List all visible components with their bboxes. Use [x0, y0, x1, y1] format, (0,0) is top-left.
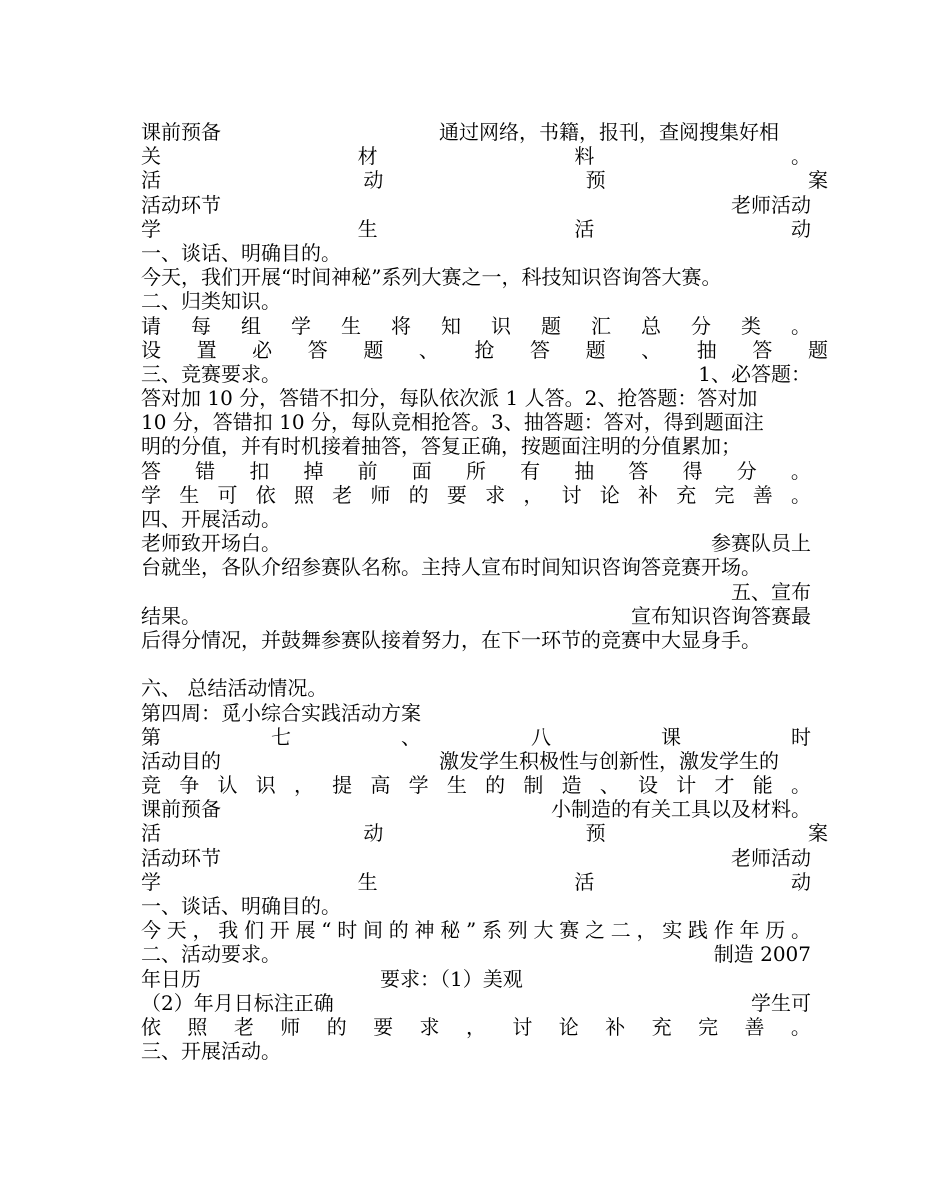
char: 间: [362, 918, 383, 943]
line-justified: [141, 314, 811, 338]
char: 完: [714, 482, 735, 507]
char: 。: [790, 458, 811, 483]
char: 活: [141, 168, 161, 193]
char: 的: [485, 773, 506, 798]
paragraph-line: 答对加 10 分，答错不扣分，每队依次派 1 人答。2、抢答题：答对加: [141, 386, 758, 411]
char: 错: [195, 458, 216, 483]
heading-6: 六、 总结活动情况。: [141, 676, 328, 701]
text-announce: 宣布知识咨询答赛最: [631, 603, 811, 628]
char: ，: [523, 482, 544, 507]
char: 识: [491, 313, 511, 338]
char: 历: [765, 918, 786, 943]
document-body: [141, 120, 828, 1064]
char: 、: [418, 337, 439, 362]
line-justified: [141, 1015, 811, 1039]
char: 要: [373, 1014, 394, 1039]
char: 所: [465, 458, 486, 483]
label-prep: 课前预备: [141, 797, 221, 822]
char: 掉: [303, 458, 324, 483]
char: 照: [187, 1014, 208, 1039]
char: 要: [446, 482, 467, 507]
char: 。: [790, 144, 811, 169]
char: 、: [599, 773, 620, 798]
char: 抽: [696, 337, 717, 362]
char: 学: [291, 313, 311, 338]
text-required-question: 1、必答题：: [698, 361, 811, 386]
char: 汇: [591, 313, 611, 338]
char: 材: [357, 144, 378, 169]
char: 赛: [559, 918, 580, 943]
char: 动: [363, 168, 384, 193]
line-opening: [141, 531, 811, 555]
heading-1: 一、谈话、明确目的。: [141, 240, 341, 265]
char: 神: [414, 918, 435, 943]
char: 识: [255, 773, 276, 798]
char: 系: [481, 918, 502, 943]
char: 展: [295, 918, 316, 943]
text-prep: 小制造的有关工具以及材料。: [551, 797, 811, 822]
char: 开: [269, 918, 290, 943]
char: 答: [307, 337, 328, 362]
char: 。: [790, 918, 811, 943]
section-title-week4: 第四周：觅小综合实践活动方案: [141, 700, 421, 725]
char: 抢: [474, 337, 495, 362]
heading-4: 四、开展活动。: [141, 507, 281, 531]
char: ，: [636, 918, 657, 943]
char: 补: [638, 482, 659, 507]
char: 生: [357, 216, 378, 241]
char: 七: [271, 724, 291, 749]
line-contest-rules: [141, 362, 811, 386]
heading-3b: 三、开展活动。: [141, 1039, 281, 1064]
label-activity-stage: 活动环节: [141, 845, 221, 870]
paragraph-line: 10 分，答错扣 10 分，每队竞相抢答。3、抽答题：答对，得到题面注: [141, 410, 764, 435]
char: 、: [401, 724, 421, 749]
char: 每: [191, 313, 211, 338]
char: 有: [520, 458, 541, 483]
char: 作: [713, 918, 734, 943]
char: 。: [790, 482, 811, 507]
char: 能: [752, 773, 773, 798]
char: ，: [465, 1014, 486, 1039]
char: “: [321, 918, 332, 943]
char: 答: [752, 337, 773, 362]
char: 抽: [574, 458, 595, 483]
char: 面: [411, 458, 432, 483]
char: 的: [326, 1014, 347, 1039]
char: 类: [741, 313, 761, 338]
heading-1b: 一、谈话、明确目的。: [141, 894, 341, 918]
char: 善: [744, 1014, 765, 1039]
char: 计: [676, 773, 697, 798]
line-justified: [141, 773, 811, 797]
heading-2b: 二、活动要求。: [141, 942, 281, 967]
char: 充: [651, 1014, 672, 1039]
line-justified: [141, 725, 811, 749]
char: 预: [585, 821, 606, 846]
char: 高: [370, 773, 391, 798]
char: 总: [641, 313, 661, 338]
char: 制: [523, 773, 544, 798]
char: 二: [610, 918, 631, 943]
char: 生: [341, 313, 361, 338]
char: 求: [419, 1014, 440, 1039]
char: 必: [252, 337, 273, 362]
line-justified: [141, 168, 828, 192]
char: 讨: [512, 1014, 533, 1039]
text-contestants: 参赛队员上: [711, 531, 811, 556]
paragraph-line: 后得分情况，并鼓舞参赛队接着努力，在下一环节的竞赛中大显身手。: [141, 627, 761, 652]
char: 才: [714, 773, 735, 798]
char: 。: [790, 773, 811, 798]
char: 分: [736, 458, 757, 483]
char: 论: [599, 482, 620, 507]
char: 可: [217, 482, 238, 507]
line-justified: [141, 483, 811, 507]
label-activity-goal: 活动目的: [141, 748, 221, 773]
char: 请: [141, 313, 161, 338]
line-prep: [141, 120, 811, 144]
char: 案: [807, 168, 828, 193]
label-activity-stage: 活动环节: [141, 192, 221, 217]
char: 提: [332, 773, 353, 798]
char: 照: [293, 482, 314, 507]
char: 题: [363, 337, 384, 362]
label-prep: 课前预备: [141, 120, 221, 144]
char: 认: [217, 773, 238, 798]
line-prep-2: [141, 797, 811, 821]
line-activity-goal: [141, 749, 811, 773]
char: 的: [408, 482, 429, 507]
char: 我: [218, 918, 239, 943]
char: 竞: [141, 773, 161, 798]
char: 组: [241, 313, 261, 338]
char: 动: [790, 869, 811, 894]
text-students: 学生可: [751, 990, 811, 1015]
line-justified: [141, 870, 811, 894]
char: 充: [676, 482, 697, 507]
char: 题: [807, 337, 828, 362]
char: 预: [585, 168, 606, 193]
char: 秘: [440, 918, 461, 943]
heading-3: 三、竞赛要求。: [141, 361, 281, 386]
char: 师: [370, 482, 391, 507]
line-justified: [141, 217, 811, 241]
char: 关: [141, 144, 161, 169]
char: 依: [255, 482, 276, 507]
text-make-calendar: 制造 2007: [713, 942, 811, 967]
char: 动: [790, 216, 811, 241]
char: 的: [388, 918, 409, 943]
char: 争: [179, 773, 200, 798]
char: 列: [507, 918, 528, 943]
line-activity-req: [141, 942, 811, 966]
char: 践: [687, 918, 708, 943]
heading-5: 五、宣布: [731, 579, 811, 604]
text-activity-goal: 激发学生积极性与创新性，激发学生的: [439, 748, 779, 773]
char: 课: [661, 724, 681, 749]
char: 扣: [249, 458, 270, 483]
paragraph-line: 台就坐，各队介绍参赛队名称。主持人宣布时间知识咨询答竞赛开场。: [141, 555, 761, 580]
line-activity-stage-2: [141, 846, 811, 870]
char: 学: [141, 482, 161, 507]
line-requirement-2: [141, 991, 811, 1015]
char: 答: [628, 458, 649, 483]
char: 设: [141, 337, 161, 362]
char: 题: [541, 313, 561, 338]
text-requirement-1: 要求：（1）美观: [380, 966, 523, 991]
paragraph-line: 今天，我们开展“时间神秘”系列大赛之一，科技知识咨询答大赛。: [141, 265, 722, 290]
char: 案: [807, 821, 828, 846]
char: 活: [574, 216, 595, 241]
char: ”: [465, 918, 477, 943]
line-calendar: [141, 967, 811, 991]
char: 第: [141, 724, 161, 749]
char: 分: [691, 313, 711, 338]
char: 师: [280, 1014, 301, 1039]
label-teacher-activity: 老师活动: [731, 192, 811, 217]
char: 论: [558, 1014, 579, 1039]
char: 年: [739, 918, 760, 943]
char: ，: [192, 918, 213, 943]
line-justified: [141, 459, 811, 483]
char: 八: [531, 724, 551, 749]
char: 老: [332, 482, 353, 507]
line-justified: [141, 918, 811, 942]
text-results: 结果。: [141, 603, 201, 628]
char: 学: [141, 869, 161, 894]
char: 。: [790, 1014, 811, 1039]
char: 们: [244, 918, 264, 943]
char: 依: [141, 1014, 161, 1039]
char: 答: [530, 337, 551, 362]
char: 生: [446, 773, 467, 798]
char: 学: [141, 216, 161, 241]
char: 、: [641, 337, 662, 362]
line-justified: [141, 338, 828, 362]
char: 答: [141, 458, 161, 483]
blank-line: [141, 652, 811, 676]
char: 实: [662, 918, 683, 943]
char: 求: [485, 482, 506, 507]
char: 料: [574, 144, 595, 169]
char: 造: [561, 773, 582, 798]
line-results: [141, 604, 811, 628]
char: 之: [584, 918, 605, 943]
line-activity-stage: [141, 193, 811, 217]
char: 天: [166, 918, 187, 943]
label-teacher-activity: 老师活动: [731, 845, 811, 870]
char: 完: [698, 1014, 719, 1039]
char: 善: [752, 482, 773, 507]
text-calendar: 年日历: [141, 966, 201, 991]
char: 时: [791, 724, 811, 749]
char: 讨: [561, 482, 582, 507]
text-requirement-2: （2）年月日标注正确: [141, 990, 334, 1015]
line-justified: [141, 144, 811, 168]
heading-2: 二、归类知识。: [141, 289, 281, 314]
char: 设: [638, 773, 659, 798]
char: 活: [574, 869, 595, 894]
char: 今: [141, 918, 161, 943]
text-prep: 通过网络，书籍，报刊，查阅搜集好相: [439, 120, 779, 144]
paragraph-line: 明的分值，并有时机接着抽答，答复正确，按题面注明的分值累加；: [141, 434, 741, 459]
char: 生: [357, 869, 378, 894]
char: 将: [391, 313, 411, 338]
char: ，: [293, 773, 314, 798]
char: 大: [533, 918, 554, 943]
char: 题: [585, 337, 606, 362]
char: 学: [408, 773, 429, 798]
char: 活: [141, 821, 161, 846]
char: 时: [337, 918, 358, 943]
char: 。: [791, 313, 811, 338]
char: 动: [363, 821, 384, 846]
char: 知: [441, 313, 461, 338]
char: 前: [357, 458, 378, 483]
char: 补: [605, 1014, 626, 1039]
char: 老: [233, 1014, 254, 1039]
char: 得: [682, 458, 703, 483]
char: 置: [196, 337, 217, 362]
text-opening-remarks: 老师致开场白。: [141, 531, 281, 556]
char: 生: [179, 482, 200, 507]
line-justified: [141, 821, 828, 845]
